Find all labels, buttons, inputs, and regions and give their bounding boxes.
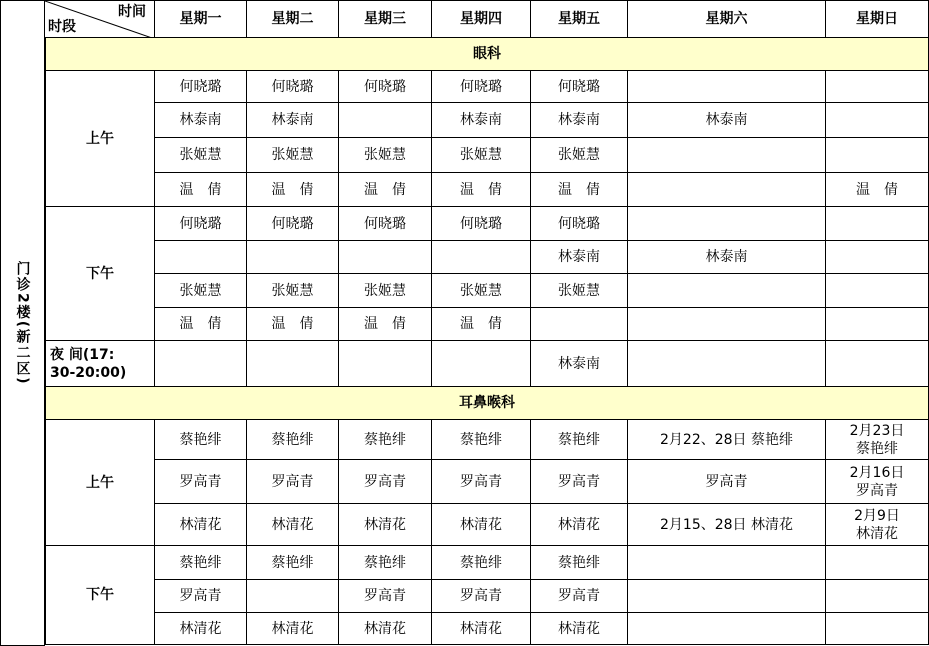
schedule-cell: 林泰南 [531,241,628,274]
schedule-cell: 蔡艳绯 [247,546,339,580]
schedule-cell: 罗高青 [531,460,628,504]
schedule-cell: 何晓璐 [339,207,432,241]
schedule-cell: 张姬慧 [339,274,432,308]
schedule-cell: 蔡艳绯 [339,546,432,580]
schedule-cell: 罗高青 [628,460,826,504]
schedule-cell: 温 倩 [432,308,531,341]
schedule-cell: 温 倩 [826,173,929,207]
schedule-cell: 罗高青 [432,580,531,613]
schedule-cell [155,241,247,274]
schedule-cell [628,207,826,241]
schedule-cell: 林泰南 [247,103,339,138]
schedule-cell: 林清花 [339,504,432,546]
day-header: 星期三 [339,0,432,38]
schedule-cell [826,138,929,173]
schedule-cell: 2月22、28日 蔡艳绯 [628,420,826,460]
schedule-cell [826,580,929,613]
schedule-cell: 林清花 [531,504,628,546]
schedule-cell [247,341,339,387]
schedule-cell [432,241,531,274]
schedule-cell: 2月9日 林清花 [826,504,929,546]
day-header: 星期六 [628,0,826,38]
schedule-cell [628,138,826,173]
schedule-cell [826,71,929,103]
schedule-cell: 张姬慧 [531,138,628,173]
schedule-cell: 罗高青 [247,460,339,504]
schedule-cell: 张姬慧 [432,138,531,173]
location-label: 门诊2楼(新二区) [0,0,45,646]
schedule-cell [247,241,339,274]
schedule-cell [339,103,432,138]
schedule-cell [826,103,929,138]
schedule-cell [826,308,929,341]
schedule-cell [339,241,432,274]
schedule-cell [628,71,826,103]
day-header: 星期二 [247,0,339,38]
day-header: 星期日 [826,0,929,38]
schedule-cell [628,580,826,613]
schedule-cell: 林清花 [155,613,247,645]
schedule-cell: 张姬慧 [155,138,247,173]
schedule-cell: 张姬慧 [339,138,432,173]
schedule-cell: 林清花 [432,613,531,645]
schedule-cell: 张姬慧 [432,274,531,308]
schedule-cell: 温 倩 [155,173,247,207]
schedule-cell: 罗高青 [432,460,531,504]
schedule-cell [628,613,826,645]
corner-header [45,0,155,38]
schedule-cell [531,308,628,341]
schedule-cell: 罗高青 [531,580,628,613]
schedule-cell: 张姬慧 [531,274,628,308]
schedule-cell: 蔡艳绯 [531,546,628,580]
schedule-cell: 何晓璐 [432,71,531,103]
schedule-cell [826,613,929,645]
day-header: 星期五 [531,0,628,38]
day-header: 星期一 [155,0,247,38]
schedule-cell: 蔡艳绯 [339,420,432,460]
schedule-cell: 张姬慧 [155,274,247,308]
schedule-cell: 温 倩 [432,173,531,207]
schedule-cell [628,341,826,387]
schedule-cell: 林泰南 [155,103,247,138]
schedule-cell: 林泰南 [628,241,826,274]
schedule-cell: 温 倩 [247,173,339,207]
schedule-cell: 2月23日 蔡艳绯 [826,420,929,460]
schedule-cell: 蔡艳绯 [531,420,628,460]
period-label: 下午 [45,546,155,645]
day-header: 星期四 [432,0,531,38]
schedule-cell: 罗高青 [339,460,432,504]
schedule-cell: 罗高青 [155,580,247,613]
night-period-label: 夜 间(17: 30-20:00) [45,341,155,387]
schedule-cell: 何晓璐 [155,71,247,103]
schedule-cell: 林清花 [247,504,339,546]
schedule-cell: 温 倩 [247,308,339,341]
schedule-cell: 蔡艳绯 [155,546,247,580]
schedule-cell: 何晓璐 [339,71,432,103]
schedule-cell [432,341,531,387]
schedule-cell [339,341,432,387]
schedule-cell: 温 倩 [339,173,432,207]
schedule-cell [628,546,826,580]
department-header: 耳鼻喉科 [45,387,929,420]
schedule-cell: 罗高青 [339,580,432,613]
period-label: 下午 [45,207,155,341]
corner-time-label: 时间 [118,4,146,20]
schedule-cell: 林清花 [155,504,247,546]
schedule-cell [826,546,929,580]
schedule-cell: 温 倩 [339,308,432,341]
schedule-cell [628,173,826,207]
schedule-cell: 蔡艳绯 [432,546,531,580]
schedule-cell: 温 倩 [155,308,247,341]
corner-period-label: 时段 [48,19,76,35]
schedule-cell: 何晓璐 [247,71,339,103]
schedule-cell: 林清花 [339,613,432,645]
department-header: 眼科 [45,38,929,71]
schedule-cell: 罗高青 [155,460,247,504]
schedule-cell [826,341,929,387]
schedule-cell: 林泰南 [531,103,628,138]
schedule-cell: 何晓璐 [247,207,339,241]
schedule-cell [247,580,339,613]
schedule-cell [628,274,826,308]
schedule-cell: 林清花 [432,504,531,546]
schedule-cell: 张姬慧 [247,274,339,308]
schedule-cell [826,241,929,274]
schedule-cell: 林清花 [247,613,339,645]
period-label: 上午 [45,71,155,207]
schedule-cell: 何晓璐 [531,71,628,103]
schedule-cell: 何晓璐 [155,207,247,241]
schedule-cell [155,341,247,387]
schedule-cell: 温 倩 [531,173,628,207]
schedule-cell: 林清花 [531,613,628,645]
schedule-cell [826,207,929,241]
schedule-cell: 蔡艳绯 [247,420,339,460]
schedule-cell: 林泰南 [432,103,531,138]
schedule-cell: 林泰南 [628,103,826,138]
schedule-cell: 蔡艳绯 [432,420,531,460]
period-label: 上午 [45,420,155,546]
schedule-cell: 2月15、28日 林清花 [628,504,826,546]
schedule-cell: 蔡艳绯 [155,420,247,460]
schedule-cell [628,308,826,341]
schedule-cell: 2月16日 罗高青 [826,460,929,504]
schedule-cell [826,274,929,308]
schedule-cell: 何晓璐 [432,207,531,241]
schedule-cell: 林泰南 [531,341,628,387]
schedule-cell: 何晓璐 [531,207,628,241]
schedule-cell: 张姬慧 [247,138,339,173]
